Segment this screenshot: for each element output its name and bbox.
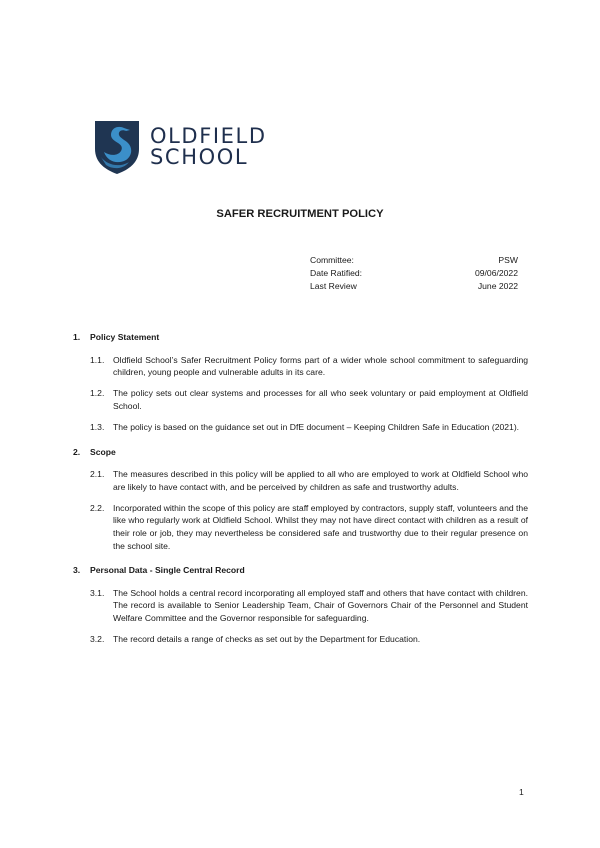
clause-number: 3.1. bbox=[90, 587, 105, 598]
clause-text: The measures described in this policy will be applied to all who are employed to work at Oldfield School who are likely to have contact with, and be perceived by children as safe and trustworthy adults. bbox=[113, 469, 528, 492]
logo-line-2: SCHOOL bbox=[150, 145, 249, 169]
meta-label: Date Ratified: bbox=[310, 268, 363, 278]
policy-meta bbox=[310, 254, 518, 293]
clause-text: The policy is based on the guidance set out in DfE document – Keeping Children Safe in Education (2021). bbox=[113, 421, 520, 432]
document-title: SAFER RECRUITMENT POLICY bbox=[216, 208, 384, 220]
clause bbox=[90, 633, 528, 646]
meta-label: Committee: bbox=[310, 255, 354, 265]
section-number: 1. bbox=[73, 332, 81, 342]
section-title: Personal Data - Single Central Record bbox=[90, 565, 245, 576]
section-policy-statement bbox=[73, 331, 528, 434]
clause-number: 3.2. bbox=[90, 634, 105, 645]
clause bbox=[90, 387, 528, 412]
school-logo bbox=[93, 119, 267, 175]
meta-label: Last Review bbox=[310, 281, 357, 291]
section-number: 2. bbox=[73, 446, 81, 457]
section-title: Policy Statement bbox=[90, 332, 160, 342]
section-heading bbox=[73, 446, 528, 459]
clause bbox=[90, 421, 528, 434]
policy-content bbox=[73, 331, 528, 646]
meta-value: PSW bbox=[498, 255, 518, 265]
clause-number: 1.1. bbox=[90, 354, 105, 365]
meta-row-last-review bbox=[310, 280, 518, 293]
section-title: Scope bbox=[90, 446, 116, 457]
section-personal-data bbox=[73, 564, 528, 645]
clause-text: Oldfield School’s Safer Recruitment Policy forms part of a wider whole school commitment to safeguarding children, young people and vulnerable adults in its care. bbox=[113, 354, 528, 378]
clause-text: Incorporated within the scope of this policy are staff employed by contractors, supply staff, volunteers and the like who regularly work at Oldfield School. Whilst they may not have direct contact with children as a result of their role or job, they may nevertheless be considered safe and trustworthy due to their regular presence on the school site. bbox=[113, 502, 528, 551]
clause-text: The School holds a central record incorporating all employed staff and others that have contact with children. The record is available to Senior Leadership Team, Chair of Governors Chair of the Personnel and Student Welfare Committee and the Governor responsible for safeguarding. bbox=[113, 587, 528, 623]
clause-text: The record details a range of checks as set out by the Department for Education. bbox=[113, 634, 421, 645]
meta-row-committee bbox=[310, 254, 518, 267]
logo-wordmark bbox=[150, 126, 267, 168]
meta-value: June 2022 bbox=[477, 281, 518, 291]
clause-number: 2.1. bbox=[90, 469, 105, 480]
clause-number: 1.3. bbox=[90, 421, 105, 432]
logo-line-1: OLDFIELD bbox=[150, 124, 267, 148]
clause bbox=[90, 468, 528, 493]
page-number: 1 bbox=[519, 787, 524, 797]
swan-crest-icon bbox=[93, 119, 141, 175]
clause-number: 1.2. bbox=[90, 388, 105, 399]
clause bbox=[90, 502, 528, 552]
section-number: 3. bbox=[73, 565, 81, 576]
section-scope bbox=[73, 446, 528, 553]
section-heading bbox=[73, 331, 528, 344]
meta-value: 09/06/2022 bbox=[474, 268, 518, 278]
clause bbox=[90, 354, 528, 379]
clause bbox=[90, 587, 528, 625]
clause-number: 2.2. bbox=[90, 502, 105, 513]
clause-text: The policy sets out clear systems and processes for all who seek voluntary or paid employment at Oldfield School. bbox=[113, 388, 528, 411]
section-heading bbox=[73, 564, 528, 577]
meta-row-date-ratified bbox=[310, 267, 518, 280]
